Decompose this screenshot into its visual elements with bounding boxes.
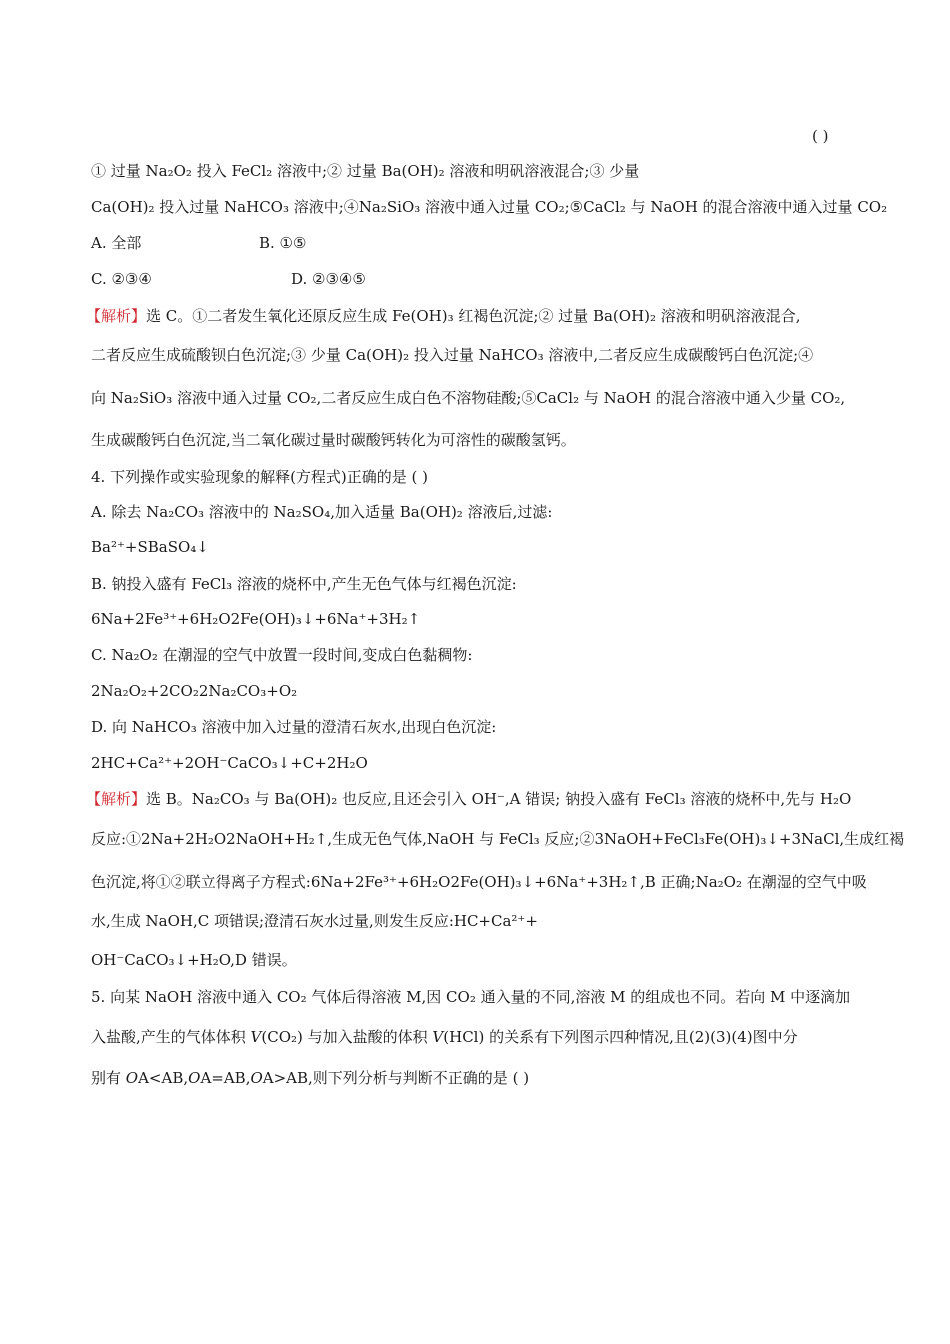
q4-equation-c: 2Na₂O₂+2CO₂2Na₂CO₃+O₂ — [91, 682, 298, 700]
q4-equation-d: 2HC+Ca²⁺+2OH⁻CaCO₃↓+C+2H₂O — [91, 754, 368, 772]
q4-choice-c: C. Na₂O₂ 在潮湿的空气中放置一段时间,变成白色黏稠物: — [91, 646, 473, 664]
var-o: O — [125, 1069, 139, 1087]
q3-choice-b: B. ①⑤ — [259, 234, 307, 252]
q4-analysis-line-4: 水,生成 NaOH,C 项错误;澄清石灰水过量,则发生反应:HC+Ca²⁺+ — [91, 912, 538, 930]
q4-choice-d: D. 向 NaHCO₃ 溶液中加入过量的澄清石灰水,出现白色沉淀: — [91, 718, 497, 736]
analysis-tag: 【解析】 — [86, 790, 147, 808]
q4-analysis-line-3: 色沉淀,将①②联立得离子方程式:6Na+2Fe³⁺+6H₂O2Fe(OH)₃↓+6Na⁺+3H₂↑,B 正确;Na₂O₂ 在潮湿的空气中吸 — [91, 873, 867, 891]
q5-text: A=AB, — [200, 1069, 251, 1087]
q5-text: (CO₂) 与加入盐酸的体积 — [261, 1028, 433, 1046]
q4-choice-b: B. 钠投入盛有 FeCl₃ 溶液的烧杯中,产生无色气体与红褐色沉淀: — [91, 575, 517, 593]
q5-text: 别有 — [91, 1069, 126, 1087]
var-v: V — [432, 1028, 444, 1046]
q3-analysis-line-4: 生成碳酸钙白色沉淀,当二氧化碳过量时碳酸钙转化为可溶性的碳酸氢钙。 — [91, 431, 576, 449]
q4-analysis-text-1: 选 B。Na₂CO₃ 与 Ba(OH)₂ 也反应,且还会引入 OH⁻,A 错误; 钠投入盛有 FeCl₃ 溶液的烧杯中,先与 H₂O — [146, 790, 852, 808]
q5-text: (HCl) 的关系有下列图示四种情况,且(2)(3)(4)图中分 — [443, 1028, 798, 1046]
var-o: O — [250, 1069, 263, 1087]
var-v: V — [250, 1028, 262, 1046]
q3-choice-d: D. ②③④⑤ — [291, 270, 366, 288]
q3-options-line-2: Ca(OH)₂ 投入过量 NaHCO₃ 溶液中;④Na₂SiO₃ 溶液中通入过量 CO₂;⑤CaCl₂ 与 NaOH 的混合溶液中通入过量 CO₂ — [91, 198, 888, 216]
q4-equation-b: 6Na+2Fe³⁺+6H₂O2Fe(OH)₃↓+6Na⁺+3H₂↑ — [91, 610, 421, 628]
q3-choice-a: A. 全部 — [91, 234, 142, 252]
q3-choice-c: C. ②③④ — [91, 270, 152, 288]
q3-analysis-line-2: 二者反应生成硫酸钡白色沉淀;③ 少量 Ca(OH)₂ 投入过量 NaHCO₃ 溶液中,二者反应生成碳酸钙白色沉淀;④ — [91, 346, 814, 364]
q5-text: A<AB, — [138, 1069, 189, 1087]
q5-stem-line-3 — [91, 1068, 529, 1088]
q5-stem-line-1: 5. 向某 NaOH 溶液中通入 CO₂ 气体后得溶液 M,因 CO₂ 通入量的不同,溶液 M 的组成也不同。若向 M 中逐滴加 — [91, 988, 851, 1006]
q4-analysis-line-1 — [86, 789, 851, 809]
q4-analysis-line-2: 反应:①2Na+2H₂O2NaOH+H₂↑,生成无色气体,NaOH 与 FeCl₃ 反应;②3NaOH+FeCl₃Fe(OH)₃↓+3NaCl,生成红褐 — [91, 830, 905, 848]
q4-choice-a: A. 除去 Na₂CO₃ 溶液中的 Na₂SO₄,加入适量 Ba(OH)₂ 溶液后,过滤: — [91, 503, 553, 521]
q5-text: 入盐酸,产生的气体体积 — [91, 1028, 251, 1046]
analysis-tag: 【解析】 — [86, 307, 147, 325]
answer-paren: ( ) — [812, 127, 829, 145]
var-o: O — [188, 1069, 201, 1087]
q5-text: A>AB,则下列分析与判断不正确的是 ( ) — [262, 1069, 530, 1087]
q3-options-line-1: ① 过量 Na₂O₂ 投入 FeCl₂ 溶液中;② 过量 Ba(OH)₂ 溶液和明矾溶液混合;③ 少量 — [91, 162, 640, 180]
q4-equation-a: Ba²⁺+SBaSO₄↓ — [91, 538, 209, 556]
q5-stem-line-2 — [91, 1027, 798, 1047]
q3-analysis-line-3: 向 Na₂SiO₃ 溶液中通入过量 CO₂,二者反应生成白色不溶物硅酸;⑤CaCl₂ 与 NaOH 的混合溶液中通入少量 CO₂, — [91, 389, 846, 407]
q3-analysis-text-1: 选 C。①二者发生氧化还原反应生成 Fe(OH)₃ 红褐色沉淀;② 过量 Ba(OH)₂ 溶液和明矾溶液混合, — [146, 307, 801, 325]
q3-analysis-line-1 — [86, 306, 801, 326]
q4-analysis-line-5: OH⁻CaCO₃↓+H₂O,D 错误。 — [91, 951, 297, 969]
q4-stem: 4. 下列操作或实验现象的解释(方程式)正确的是 ( ) — [91, 468, 429, 486]
